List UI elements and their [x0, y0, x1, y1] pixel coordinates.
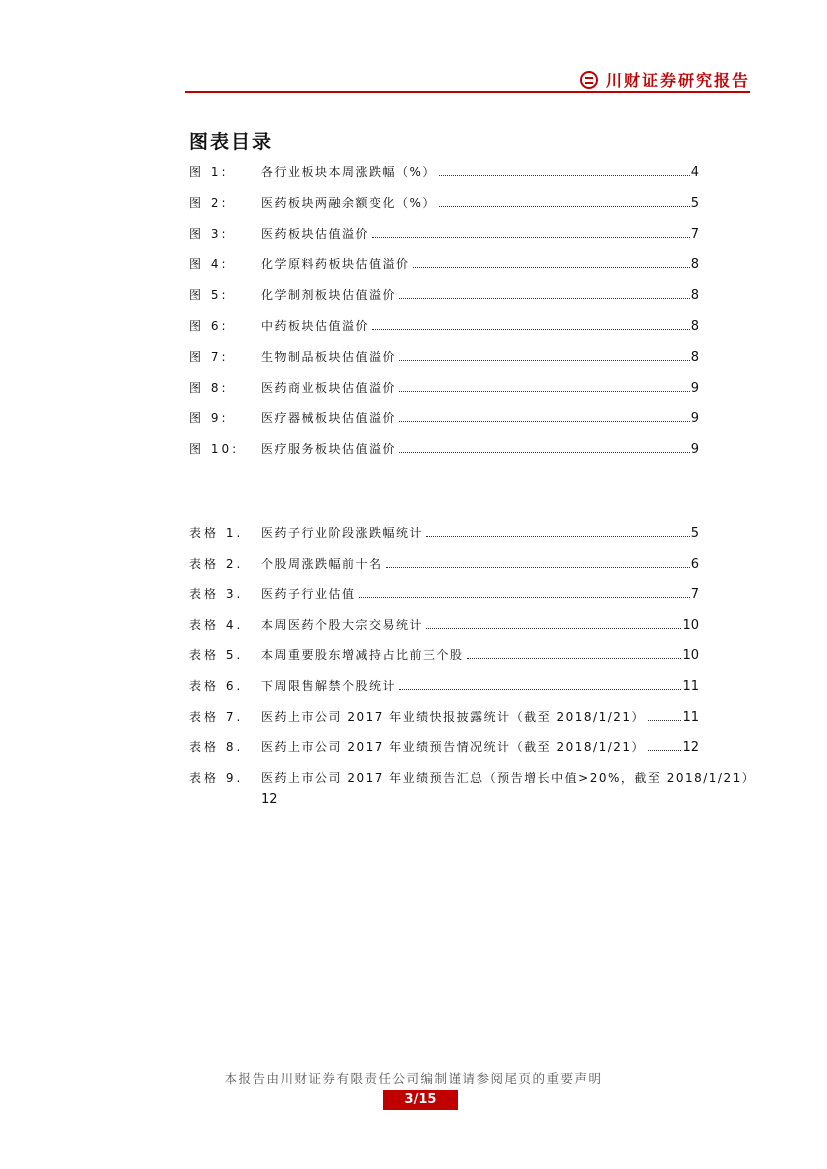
entry-text-wrap — [261, 162, 699, 183]
entry-text-wrap — [261, 439, 699, 460]
entry-page-number: 8 — [690, 349, 699, 365]
toc-entry[interactable] — [189, 193, 699, 213]
entry-label: 图 4: — [189, 257, 229, 272]
entry-label: 表格 5. — [189, 648, 244, 663]
entry-text: 医药板块估值溢价 — [261, 226, 370, 241]
entry-label: 表格 8. — [189, 740, 244, 755]
entry-text-wrap — [261, 676, 699, 697]
entry-page-number: 10 — [682, 617, 699, 633]
entry-label: 图 9: — [189, 411, 229, 426]
entry-page-number: 8 — [690, 288, 699, 304]
toc-entry[interactable] — [189, 615, 699, 635]
entry-text: 化学原料药板块估值溢价 — [261, 257, 410, 272]
entry-text-wrap — [261, 408, 699, 429]
dot-leader — [372, 236, 690, 238]
entry-text-wrap — [261, 645, 699, 666]
entry-label: 图 3: — [189, 226, 229, 241]
toc-entry[interactable] — [189, 254, 699, 274]
entry-page-number: 5 — [690, 195, 699, 211]
entry-label: 图 1: — [189, 165, 229, 179]
entry-page-number: 6 — [690, 556, 699, 572]
company-logo-icon — [580, 71, 598, 89]
entry-label: 图 2: — [189, 195, 229, 210]
toc-entry[interactable] — [189, 523, 699, 543]
dot-leader — [399, 420, 690, 422]
entry-text: 各行业板块本周涨跌幅（%） — [261, 165, 436, 179]
entry-text-wrap — [261, 224, 699, 245]
toc-title: 图表目录 — [189, 131, 274, 153]
entry-page-number: 12 — [261, 791, 278, 807]
entry-text: 本周重要股东增减持占比前三个股 — [261, 648, 464, 663]
entry-text: 医药上市公司 2017 年业绩快报披露统计（截至 2018/1/21） — [261, 709, 646, 724]
toc-entry[interactable] — [189, 554, 699, 574]
dot-leader — [467, 657, 682, 659]
dot-leader — [386, 566, 690, 568]
dot-leader — [359, 596, 690, 598]
entry-page-number: 8 — [690, 319, 699, 334]
entry-page-number: 12 — [682, 740, 699, 756]
entry-label: 图 5: — [189, 288, 229, 303]
entry-text: 中药板块估值溢价 — [261, 319, 370, 333]
entry-text-wrap — [261, 254, 699, 275]
entry-text: 医药上市公司 2017 年业绩预告情况统计（截至 2018/1/21） — [261, 740, 646, 755]
dot-leader — [413, 266, 690, 268]
entry-page-number: 11 — [682, 709, 699, 725]
toc-entry[interactable] — [189, 162, 699, 182]
entry-text: 医药子行业估值 — [261, 587, 356, 602]
entry-text-wrap — [261, 737, 699, 758]
entry-page-number: 9 — [690, 411, 699, 427]
footer-disclaimer: 本报告由川财证券有限责任公司编制谨请参阅尾页的重要声明 — [224, 1071, 603, 1086]
page-header — [185, 62, 750, 92]
entry-label: 表格 2. — [189, 556, 244, 571]
entry-page-number: 7 — [690, 226, 699, 242]
entry-label: 表格 4. — [189, 617, 244, 632]
toc-entry[interactable] — [189, 224, 699, 244]
entry-page-number: 11 — [682, 679, 699, 694]
entry-label: 图 6: — [189, 319, 229, 333]
entry-text-wrap — [261, 707, 699, 728]
entry-text: 医疗服务板块估值溢价 — [261, 442, 397, 457]
entry-text-wrap — [261, 523, 699, 544]
entry-text-wrap — [261, 554, 699, 575]
entry-page-number: 9 — [690, 380, 699, 396]
entry-label: 表格 7. — [189, 709, 244, 724]
dot-leader — [648, 749, 681, 751]
dot-leader — [399, 297, 690, 299]
entry-label: 表格 9. — [189, 770, 244, 785]
toc-entry[interactable] — [189, 768, 756, 807]
entry-text-wrap — [261, 378, 699, 399]
dot-leader — [439, 174, 690, 176]
header-rule — [185, 91, 750, 93]
entry-page-number: 10 — [682, 648, 699, 664]
entry-text: 化学制剂板块估值溢价 — [261, 288, 397, 303]
entry-text: 本周医药个股大宗交易统计 — [261, 617, 424, 632]
entry-text: 医药子行业阶段涨跌幅统计 — [261, 526, 424, 540]
dot-leader — [399, 451, 690, 453]
entry-text-wrap — [261, 347, 699, 368]
entry-page-number: 9 — [690, 442, 699, 458]
toc-entry[interactable] — [189, 584, 699, 604]
entry-text: 医药板块两融余额变化（%） — [261, 195, 436, 210]
dot-leader — [372, 328, 690, 330]
toc-entry[interactable] — [189, 737, 699, 757]
entry-text: 医药商业板块估值溢价 — [261, 380, 397, 395]
entry-label: 表格 1. — [189, 526, 244, 540]
entry-text-wrap — [261, 584, 699, 605]
dot-leader — [426, 535, 690, 537]
toc-entry[interactable] — [189, 347, 699, 367]
toc-entry[interactable] — [189, 439, 699, 459]
brand — [580, 68, 750, 91]
toc-entry[interactable] — [189, 676, 699, 696]
entry-page-number: 4 — [690, 165, 699, 180]
entry-text-wrap — [261, 768, 756, 788]
entry-text: 生物制品板块估值溢价 — [261, 349, 397, 364]
entry-page-number: 8 — [690, 257, 699, 273]
toc-entry[interactable] — [189, 408, 699, 428]
toc-entry[interactable] — [189, 707, 699, 727]
dot-leader — [426, 627, 681, 629]
dot-leader — [439, 205, 690, 207]
entry-text-wrap — [261, 615, 699, 636]
entry-text-wrap — [261, 285, 699, 306]
entry-label: 图 7: — [189, 349, 229, 364]
entry-label: 表格 3. — [189, 587, 244, 602]
entry-text: 医药上市公司 2017 年业绩预告汇总（预告增长中值>20%，截至 2018/1/21） — [261, 770, 756, 785]
entry-text-wrap — [261, 193, 699, 214]
entry-page-number: 5 — [690, 526, 699, 541]
dot-leader — [648, 719, 681, 721]
dot-leader — [399, 688, 681, 690]
page-number: 3/15 — [383, 1090, 458, 1110]
entry-text: 个股周涨跌幅前十名 — [261, 556, 383, 571]
toc-entry[interactable] — [189, 285, 699, 305]
entry-page-number: 7 — [690, 587, 699, 603]
entry-label: 图 10: — [189, 442, 240, 457]
brand-name: 川财证券研究报告 — [605, 71, 750, 90]
dot-leader — [399, 390, 690, 392]
toc-entry[interactable] — [189, 378, 699, 398]
toc-entry[interactable] — [189, 316, 699, 336]
entry-text: 下周限售解禁个股统计 — [261, 679, 397, 693]
entry-text-wrap — [261, 316, 699, 337]
entry-label: 表格 6. — [189, 679, 244, 693]
entry-label: 图 8: — [189, 380, 229, 395]
dot-leader — [399, 359, 690, 361]
entry-text: 医疗器械板块估值溢价 — [261, 411, 397, 426]
toc-entry[interactable] — [189, 645, 699, 665]
